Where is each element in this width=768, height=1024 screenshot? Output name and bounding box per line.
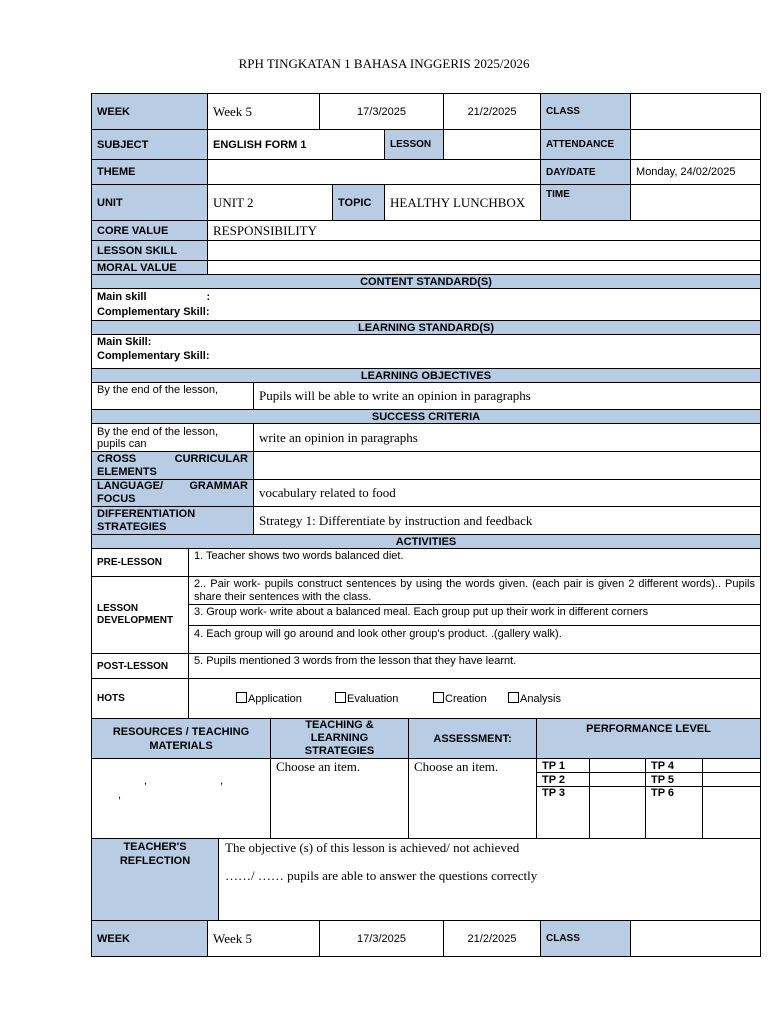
cross-curricular-label: CROSS CURRICULAR ELEMENTS [92,452,254,480]
checkbox-icon[interactable] [433,692,444,703]
core-value[interactable]: RESPONSIBILITY [208,221,761,241]
checkbox-icon[interactable] [508,692,519,703]
header-table [91,93,761,275]
success-table [91,423,761,549]
reflection-line-1: The objective (s) of this lesson is achieved/ not achieved [225,840,520,855]
lesson-skill-value[interactable] [208,241,761,261]
time-label: TIME [541,185,631,221]
differentiation-label: DIFFERENTIATION STRATEGIES [92,507,254,535]
development-step-2[interactable]: 2.. Pair work- pupils construct sentences by using the words given. (each pair is given 2 different words).. Pupils share their sentences with the class. [189,577,761,605]
grammar-focus-value[interactable]: vocabulary related to food [254,480,761,507]
unit-label: UNIT [92,185,208,221]
next-page-header-table [91,920,761,957]
moral-value-label: MORAL VALUE [92,261,208,275]
tp1-label: TP 1 [537,759,590,773]
start-date[interactable]: 17/3/2025 [320,94,444,130]
lesson-skill-label: LESSON SKILL [92,241,208,261]
hots-evaluation-option[interactable]: Evaluation [335,692,433,705]
tp1-value[interactable] [590,759,646,773]
page-title: RPH TINGKATAN 1 BAHASA INGGERIS 2025/2026 [238,56,530,71]
hots-label: HOTS [92,679,189,719]
reflection-value[interactable] [219,839,761,921]
activities-table [91,548,761,719]
topic-value[interactable]: HEALTHY LUNCHBOX [385,185,541,221]
content-main-skill-label: Main skill [97,291,147,303]
theme-value[interactable] [208,160,541,185]
end-date-repeat[interactable]: 21/2/2025 [444,921,541,957]
hots-creation-option[interactable]: Creation [433,692,508,705]
tls-label: TEACHING & LEARNING STRATEGIES [271,719,409,759]
grammar-focus-label: LANGUAGE/ GRAMMAR FOCUS [92,480,254,507]
week-value[interactable]: Week 5 [208,94,320,130]
time-value[interactable] [631,185,761,221]
daydate-label: DAY/DATE [541,160,631,185]
subject-value[interactable]: ENGLISH FORM 1 [208,130,385,160]
development-step-4[interactable]: 4. Each group will go around and look other group's product. .(gallery walk). [189,626,761,654]
hots-application-option[interactable]: Application [236,692,335,705]
tp2-value[interactable] [590,773,646,787]
start-date-repeat[interactable]: 17/3/2025 [320,921,444,957]
learning-complementary-label[interactable]: Complementary Skill: [97,350,210,362]
cross-curricular-value[interactable] [254,452,761,480]
tp6-value[interactable] [703,787,761,839]
activities-heading: ACTIVITIES [92,535,761,549]
week-label: WEEK [92,94,208,130]
learning-main-skill-label[interactable]: Main Skill: [97,336,152,348]
success-heading: SUCCESS CRITERIA [92,410,761,424]
tp4-label: TP 4 [646,759,703,773]
class-value[interactable] [631,94,761,130]
objectives-value[interactable]: Pupils will be able to write an opinion in paragraphs [254,383,761,410]
lesson-label: LESSON [385,130,444,160]
post-lesson-text[interactable]: 5. Pupils mentioned 3 words from the lesson that they have learnt. [189,654,761,679]
assessment-label: ASSESSMENT: [409,719,537,759]
class-label: CLASS [541,94,631,130]
objectives-heading: LEARNING OBJECTIVES [92,369,761,383]
content-main-skill-colon: : [206,291,211,303]
tls-choose-item[interactable]: Choose an item. [271,759,409,839]
resources-label: RESOURCES / TEACHING MATERIALS [92,719,271,759]
theme-label: THEME [92,160,208,185]
content-standard-heading: CONTENT STANDARD(S) [92,275,761,289]
objectives-lead: By the end of the lesson, [92,383,254,410]
checkbox-icon[interactable] [335,692,346,703]
reflection-line-2: ……/ …… pupils are able to answer the questions correctly [225,868,538,883]
content-main-skill[interactable] [97,290,755,305]
moral-value[interactable] [208,261,761,275]
reflection-table [91,838,761,921]
post-lesson-label: POST-LESSON [92,654,189,679]
tp5-value[interactable] [703,773,761,787]
differentiation-value[interactable]: Strategy 1: Differentiate by instruction and feedback [254,507,761,535]
lesson-plan-sheet [91,93,760,957]
development-step-3[interactable]: 3. Group work- write about a balanced meal. Each group put up their work in different corners [189,605,761,626]
success-lead: By the end of the lesson, pupils can [92,424,254,452]
tp4-value[interactable] [703,759,761,773]
class-value-repeat[interactable] [631,921,761,957]
standards-table [91,274,761,424]
learning-standard-heading: LEARNING STANDARD(S) [92,321,761,335]
daydate-value[interactable]: Monday, 24/02/2025 [631,160,761,185]
resources-table [91,718,761,839]
attendance-value[interactable] [631,130,761,160]
performance-level-label: PERFORMANCE LEVEL [537,719,761,759]
assessment-choose-item[interactable]: Choose an item. [409,759,537,839]
subject-label: SUBJECT [92,130,208,160]
unit-value[interactable]: UNIT 2 [208,185,333,221]
tp3-value[interactable] [590,787,646,839]
class-label-repeat: CLASS [541,921,631,957]
lesson-development-label: LESSON DEVELOPMENT [92,577,189,654]
week-value-repeat[interactable]: Week 5 [208,921,320,957]
attendance-label: ATTENDANCE [541,130,631,160]
core-value-label: CORE VALUE [92,221,208,241]
topic-label: TOPIC [333,185,385,221]
pre-lesson-text[interactable]: 1. Teacher shows two words balanced diet. [189,549,761,577]
tp2-label: TP 2 [537,773,590,787]
tp3-label: TP 3 [537,787,590,839]
reflection-label: TEACHER'S REFLECTION [92,839,219,921]
success-value[interactable]: write an opinion in paragraphs [254,424,761,452]
hots-analysis-option[interactable]: Analysis [508,692,561,705]
checkbox-icon[interactable] [236,692,247,703]
resources-value[interactable]: , , , [92,759,271,839]
end-date[interactable]: 21/2/2025 [444,94,541,130]
week-label-repeat: WEEK [92,921,208,957]
tp5-label: TP 5 [646,773,703,787]
pre-lesson-label: PRE-LESSON [92,549,189,577]
lesson-value[interactable] [444,130,541,160]
content-complementary-label[interactable]: Complementary Skill: [97,306,210,318]
tp6-label: TP 6 [646,787,703,839]
